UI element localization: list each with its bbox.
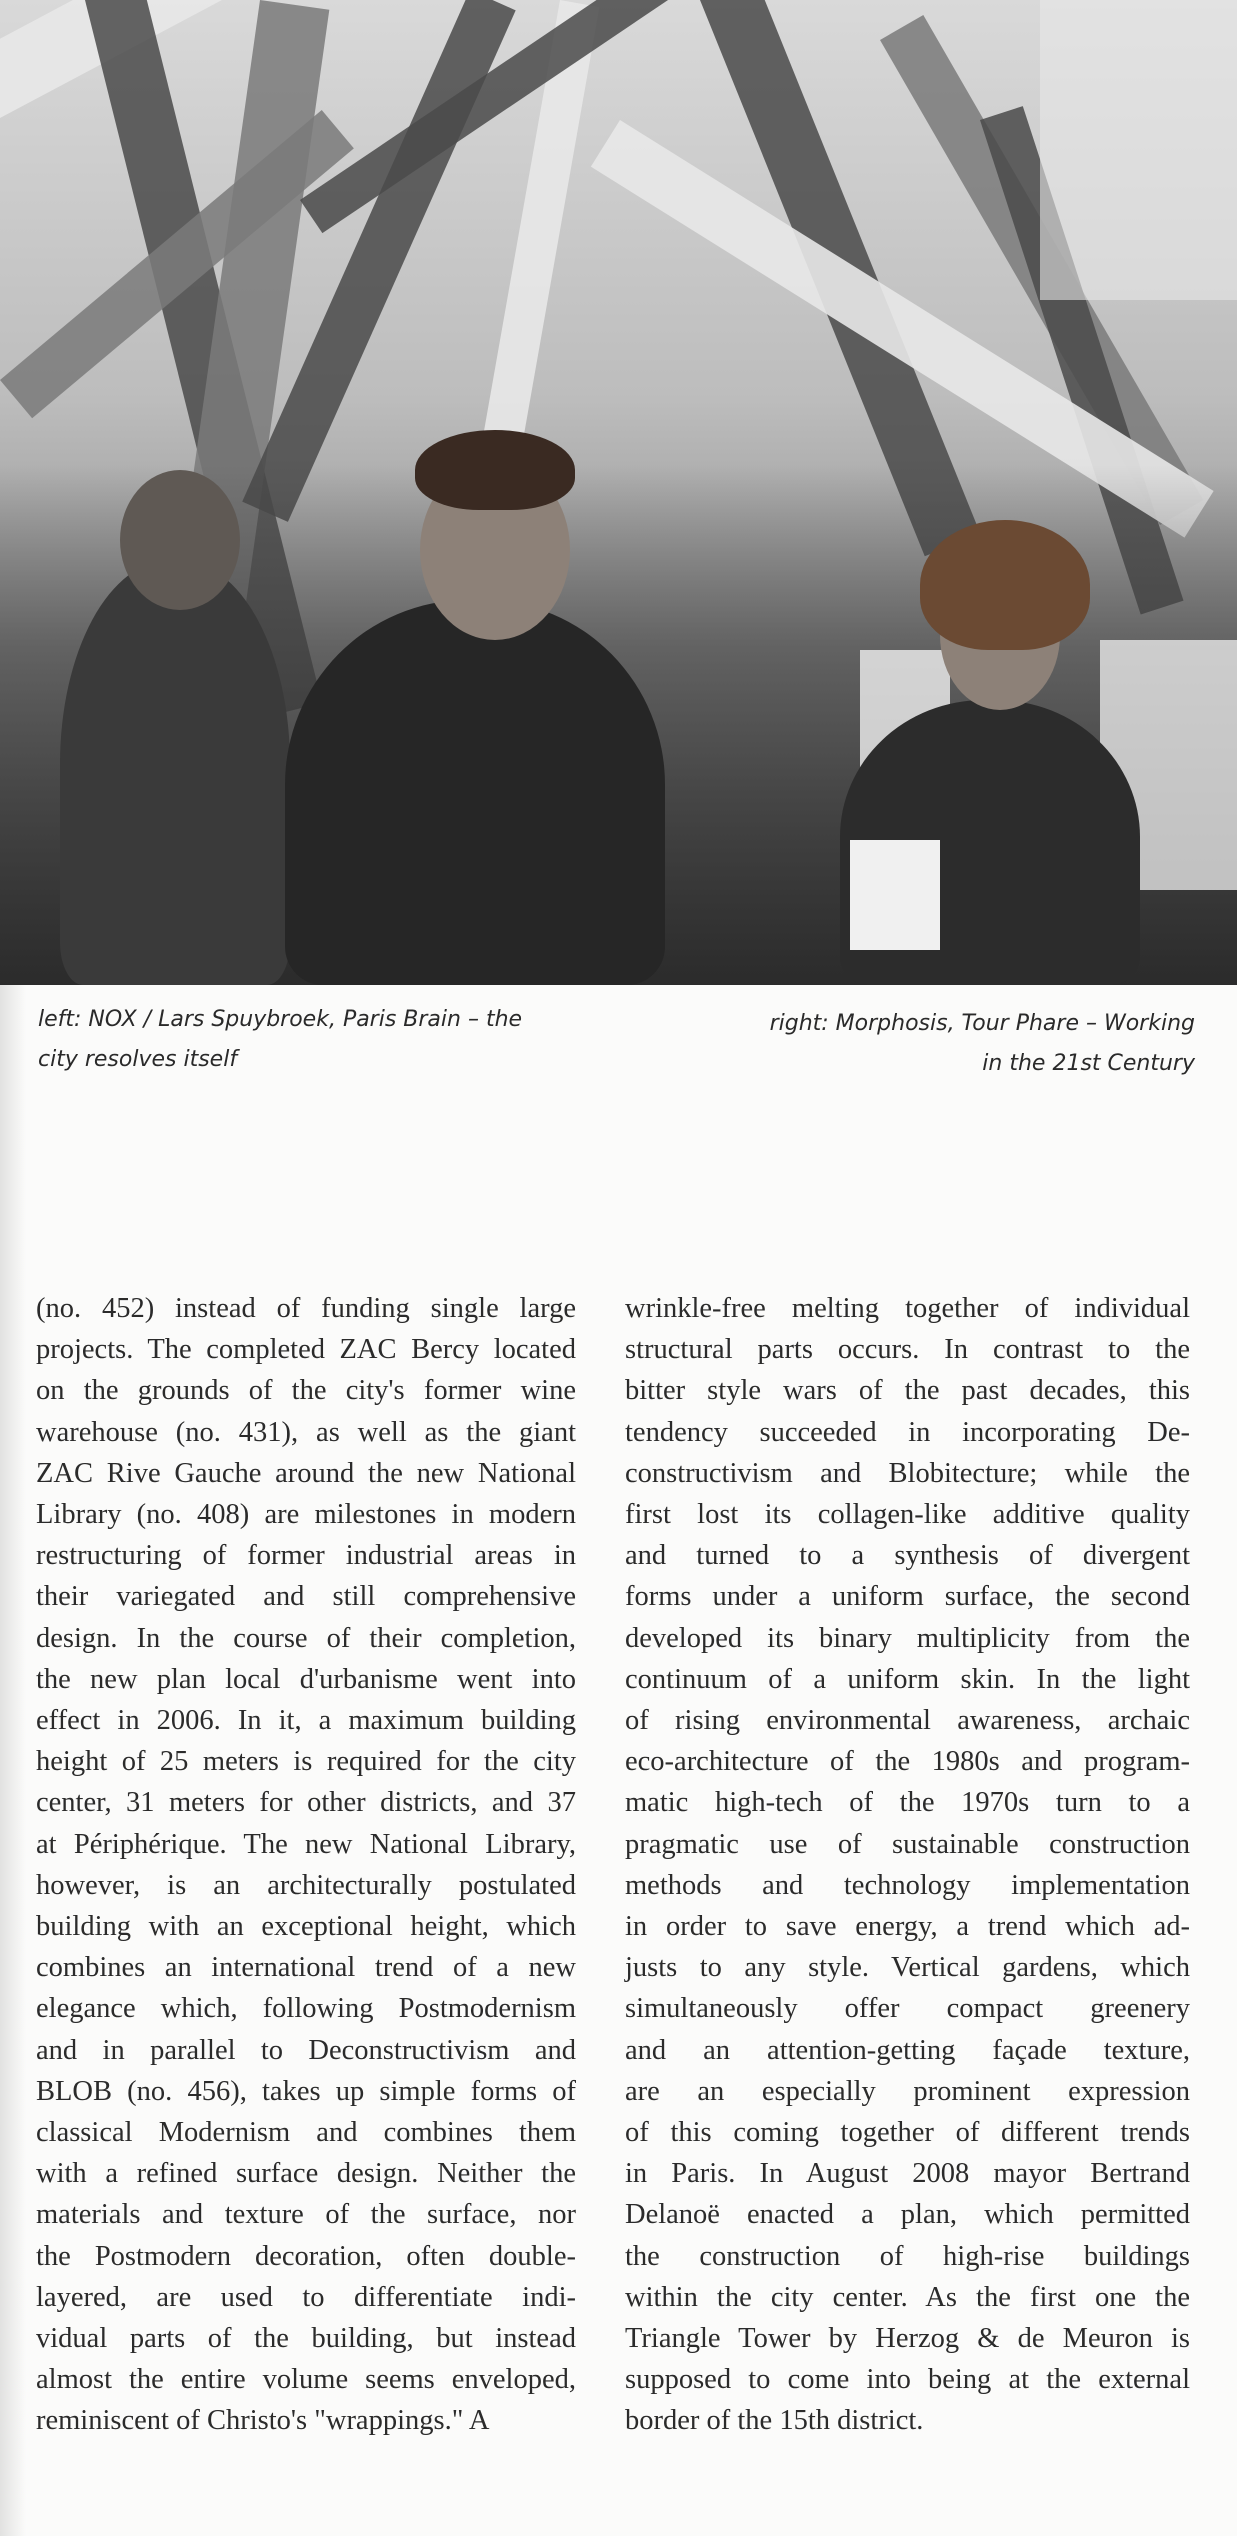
text-line: pragmatic use of sustainable construction <box>625 1828 1190 1860</box>
text-line: matic high-tech of the 1970s turn to a <box>625 1787 1190 1819</box>
caption-left-line: city resolves itself <box>38 1047 238 1072</box>
text-line: eco-architecture of the 1980s and program- <box>625 1746 1190 1778</box>
text-line: reminiscent of Christo's "wrappings." A <box>36 2405 490 2437</box>
text-line: at Périphérique. The new National Library, <box>36 1828 576 1860</box>
text-line: in Paris. In August 2008 mayor Bertrand <box>625 2158 1190 2190</box>
caption-left-line: left: NOX / Lars Spuybroek, Paris Brain – the <box>38 1007 523 1032</box>
text-line: vidual parts of the building, but instead <box>36 2323 576 2355</box>
text-line: with a refined surface design. Neither the <box>36 2158 576 2190</box>
caption-right <box>675 1004 1195 1084</box>
body-column-left <box>36 1288 576 2442</box>
text-line: and in parallel to Deconstructivism and <box>36 2034 576 2066</box>
text-line: forms under a uniform surface, the second <box>625 1581 1190 1613</box>
text-line: structural parts occurs. In contrast to the <box>625 1334 1190 1366</box>
text-line: constructivism and Blobitecture; while the <box>625 1457 1190 1489</box>
text-line: on the grounds of the city's former wine <box>36 1375 576 1407</box>
text-line: and an attention-getting façade texture, <box>625 2034 1190 2066</box>
text-line: methods and technology implementation <box>625 1869 1190 1901</box>
gutter-shadow <box>0 985 26 2536</box>
text-line: within the city center. As the first one the <box>625 2281 1190 2313</box>
text-line: projects. The completed ZAC Bercy located <box>36 1334 576 1366</box>
text-line: first lost its collagen-like additive quality <box>625 1499 1190 1531</box>
text-line: and turned to a synthesis of divergent <box>625 1540 1190 1572</box>
text-line: Library (no. 408) are milestones in modern <box>36 1499 576 1531</box>
caption-right-line: right: Morphosis, Tour Phare – Working <box>769 1011 1195 1036</box>
text-line: BLOB (no. 456), takes up simple forms of <box>36 2075 576 2107</box>
interior-photograph <box>0 0 1237 985</box>
text-line: tendency succeeded in incorporating De- <box>625 1416 1190 1448</box>
text-line: developed its binary multiplicity from the <box>625 1622 1190 1654</box>
text-line: the Postmodern decoration, often double- <box>36 2240 576 2272</box>
text-line: layered, are used to differentiate indi- <box>36 2281 576 2313</box>
text-line: border of the 15th district. <box>625 2405 924 2437</box>
text-line: the new plan local d'urbanisme went into <box>36 1663 576 1695</box>
text-line: in order to save energy, a trend which ad- <box>625 1911 1190 1943</box>
text-line: Triangle Tower by Herzog & de Meuron is <box>625 2323 1190 2355</box>
text-line: classical Modernism and combines them <box>36 2117 576 2149</box>
text-line: effect in 2006. In it, a maximum building <box>36 1705 576 1737</box>
text-line: the construction of high-rise buildings <box>625 2240 1190 2272</box>
text-line: of rising environmental awareness, archaic <box>625 1705 1190 1737</box>
text-line: their variegated and still comprehensive <box>36 1581 576 1613</box>
text-line: restructuring of former industrial areas in <box>36 1540 576 1572</box>
text-line: materials and texture of the surface, nor <box>36 2199 576 2231</box>
text-line: continuum of a uniform skin. In the light <box>625 1663 1190 1695</box>
text-line: of this coming together of different trends <box>625 2117 1190 2149</box>
text-line: almost the entire volume seems enveloped, <box>36 2364 576 2396</box>
text-line: building with an exceptional height, which <box>36 1911 576 1943</box>
text-line: however, is an architecturally postulated <box>36 1869 576 1901</box>
text-line: warehouse (no. 431), as well as the giant <box>36 1416 576 1448</box>
text-line: wrinkle-free melting together of individual <box>625 1293 1190 1324</box>
body-column-right <box>625 1288 1190 2442</box>
text-line: simultaneously offer compact greenery <box>625 1993 1190 2025</box>
text-line: Delanoë enacted a plan, which permitted <box>625 2199 1190 2231</box>
text-line: height of 25 meters is required for the city <box>36 1746 576 1778</box>
text-line: center, 31 meters for other districts, and 37 <box>36 1787 576 1819</box>
text-line: design. In the course of their completion, <box>36 1622 576 1654</box>
text-line: elegance which, following Postmodernism <box>36 1993 576 2025</box>
text-line: ZAC Rive Gauche around the new National <box>36 1457 576 1489</box>
text-line: bitter style wars of the past decades, this <box>625 1375 1190 1407</box>
text-line: supposed to come into being at the external <box>625 2364 1190 2396</box>
text-line: justs to any style. Vertical gardens, which <box>625 1952 1190 1984</box>
text-line: are an especially prominent expression <box>625 2075 1190 2107</box>
caption-right-line: in the 21st Century <box>982 1051 1195 1076</box>
text-line: (no. 452) instead of funding single large <box>36 1293 576 1324</box>
caption-left <box>38 1000 558 1080</box>
text-line: combines an international trend of a new <box>36 1952 576 1984</box>
